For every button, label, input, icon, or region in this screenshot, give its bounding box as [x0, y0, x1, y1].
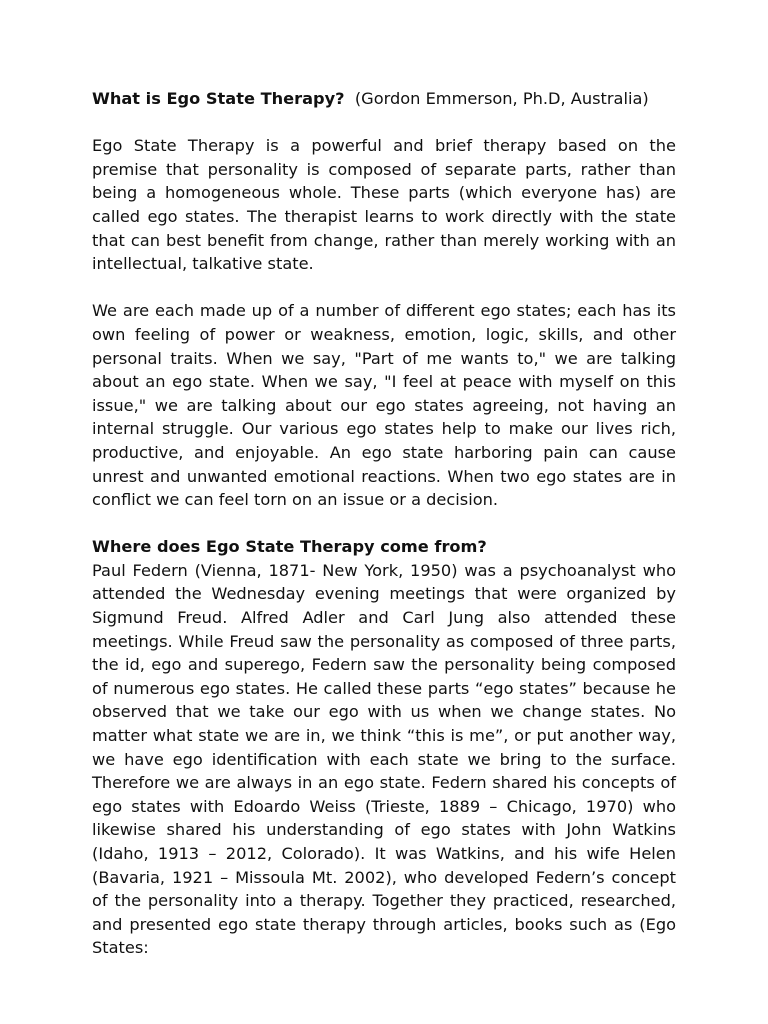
document-heading — [92, 87, 676, 111]
section-heading: Where does Ego State Therapy come from? — [92, 537, 487, 557]
ego-states-paragraph: We are each made up of a number of different ego states; each has its own feeling of power or weakness, emotion, logic, skills, and other personal traits. When we say, "Part of me wants to," we are talking about an ego state. When we say, "I feel at peace with myself on this issue," we are talking about our ego states agreeing, not having an internal struggle. Our various ego states help to make our lives rich, productive, and enjoyable. An ego state harboring pain can cause unrest and unwanted emotional reactions. When two ego states are in conflict we can feel torn on an issue or a decision. — [92, 301, 676, 510]
document-title: What is Ego State Therapy? — [92, 89, 345, 108]
document-page — [92, 87, 676, 960]
history-paragraph: Paul Federn (Vienna, 1871- New York, 1950) was a psychoanalyst who attended the Wednesday evening meetings that were organized by Sigmund Freud. Alfred Adler and Carl Jung also attended these meetings. While Freud saw the personality as composed of three parts, the id, ego and superego, Federn saw the personality being composed of numerous ego states. He called these parts “ego states” because he observed that we take our ego with us when we change states. No matter what state we are in, we think “this is me”, or put another way, we have ego identification with each state we bring to the surface. Therefore we are always in an ego state. Federn shared his concepts of ego states with Edoardo Weiss (Trieste, 1889 – Chicago, 1970) who likewise shared his understanding of ego states with John Watkins (Idaho, 1913 – 2012, Colorado). It was Watkins, and his wife Helen (Bavaria, 1921 – Missoula Mt. 2002), who developed Federn’s concept of the personality into a therapy. Together they practiced, researched, and presented ego state therapy through articles, books such as (Ego States: — [92, 560, 676, 958]
intro-paragraph: Ego State Therapy is a powerful and brief therapy based on the premise that personality is composed of separate parts, rather than being a homogeneous whole. These parts (which everyone has) are called ego states. The therapist learns to work directly with the state that can best benefit from change, rather than merely working with an intellectual, talkative state. — [92, 136, 676, 274]
author-line: (Gordon Emmerson, Ph.D, Australia) — [354, 89, 649, 108]
